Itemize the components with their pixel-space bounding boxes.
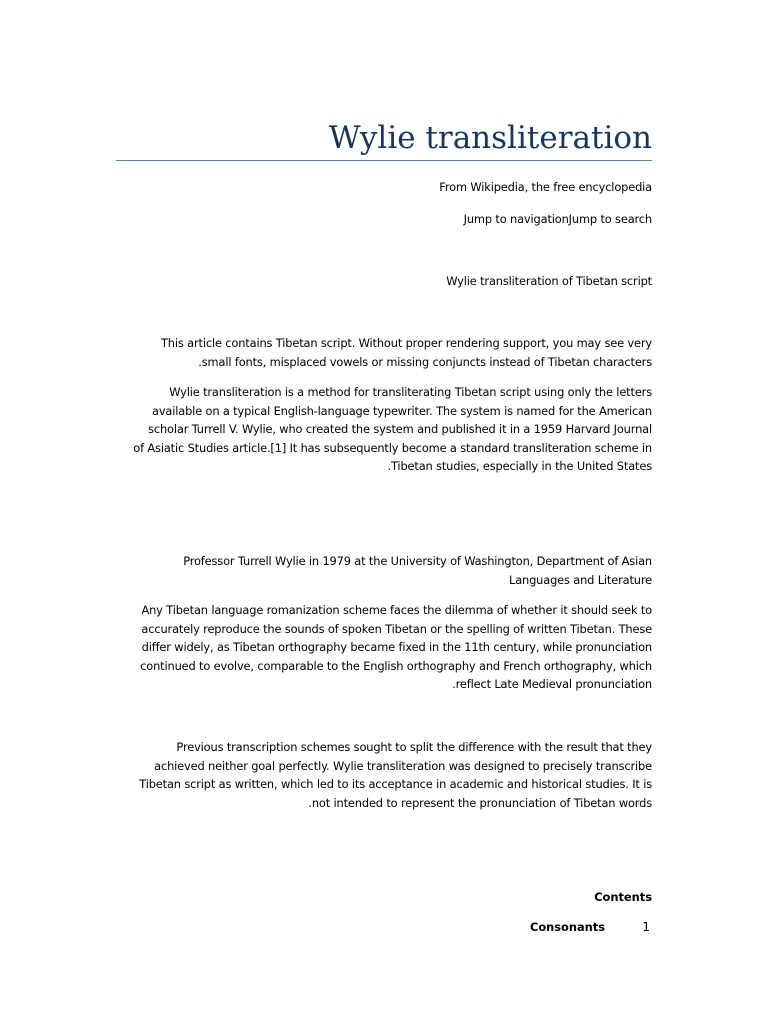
notice-line: This article contains Tibetan script. Without proper rendering support, you may see very (161, 336, 652, 350)
photo-caption-line: Professor Turrell Wylie in 1979 at the University of Washington, Department of Asian (183, 554, 652, 568)
contents-entry-label[interactable]: Consonants (529, 920, 605, 934)
source-line (116, 178, 652, 197)
document-title: Wylie transliteration (328, 120, 652, 156)
dilemma-line: continued to evolve, comparable to the English orthography and French orthography, which (140, 658, 652, 673)
contents-entry-page: 1 (642, 920, 650, 934)
notice-paragraph (116, 334, 652, 371)
previous-line: Previous transcription schemes sought to split the difference with the result that they (176, 740, 652, 754)
jump-links (116, 210, 652, 229)
dilemma-line: .reflect Late Medieval pronunciation (452, 677, 652, 692)
previous-line: Tibetan script as written, which led to its acceptance in academic and historical studies. It is (139, 777, 652, 792)
photo-caption (116, 552, 652, 589)
intro-line: Wylie transliteration is a method for transliterating Tibetan script using only the letters (169, 385, 652, 399)
jump-links-text: Jump to navigationJump to search (463, 212, 652, 226)
dilemma-line: Any Tibetan language romanization scheme faces the dilemma of whether it should seek to (141, 603, 652, 617)
notice-line: .small fonts, misplaced vowels or missing conjuncts instead of Tibetan characters (198, 354, 652, 369)
dilemma-line: accurately reproduce the sounds of spoken Tibetan or the spelling of written Tibetan. These (141, 621, 652, 636)
contents-entry[interactable] (452, 918, 652, 936)
intro-line: available on a typical English-language typewriter. The system is named for the American (151, 403, 652, 418)
title-underline (116, 160, 652, 161)
script-caption-text: Wylie transliteration of Tibetan script (446, 274, 652, 288)
previous-line: achieved neither goal perfectly. Wylie transliteration was designed to precisely transcribe (154, 758, 652, 773)
previous-schemes-paragraph (116, 738, 652, 812)
script-caption (116, 272, 652, 291)
source-line-text: From Wikipedia, the free encyclopedia (439, 180, 652, 194)
intro-line: scholar Turrell V. Wylie, who created the system and published it in a 1959 Harvard Journal (148, 422, 652, 437)
contents-heading: Contents (594, 890, 652, 904)
dilemma-line: differ widely, as Tibetan orthography became fixed in the 11th century, while pronunciation (141, 640, 652, 655)
intro-paragraph (116, 383, 652, 476)
photo-caption-line: Languages and Literature (509, 572, 652, 587)
document-page (116, 0, 652, 1024)
dilemma-paragraph (116, 601, 652, 694)
intro-line: .Tibetan studies, especially in the United States (387, 459, 652, 474)
previous-line: .not intended to represent the pronunciation of Tibetan words (308, 795, 652, 810)
intro-line: of Asiatic Studies article.[1] It has subsequently become a standard transliteration scheme in (133, 440, 652, 455)
